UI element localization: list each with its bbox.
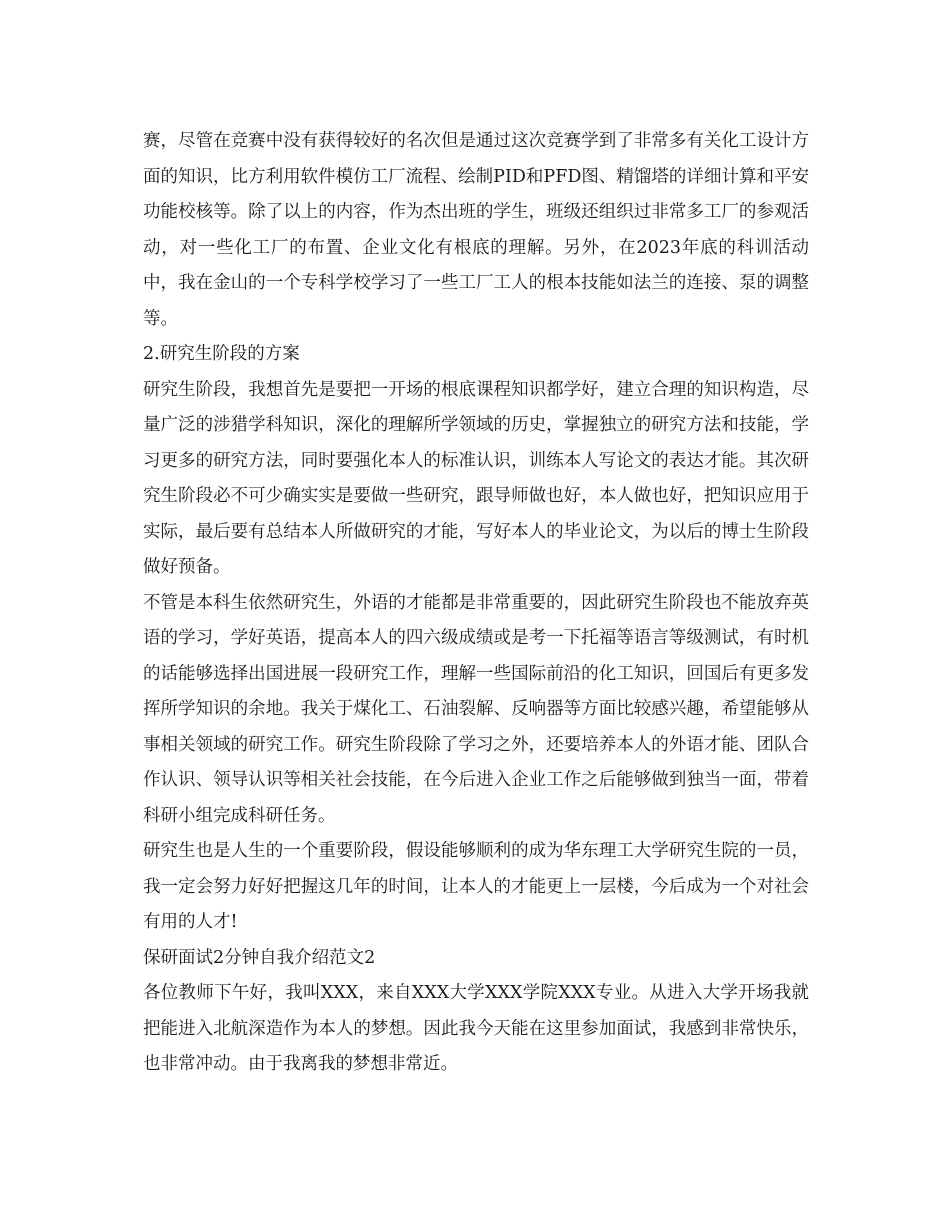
paragraph-foreign-language: 不管是本科生依然研究生，外语的才能都是非常重要的，因此研究生阶段也不能放弃英语的学习，学好英语，提高本人的四六级成绩或是考一下托福等语言等级测试，有时机的话能够选择出国进展一段研究工作，理解一些国际前沿的化工知识，回国后有更多发挥所学知识的余地。我关于煤化工、石油裂解、反响器等方面比较感兴趣，希望能够从事相关领域的研究工作。研究生阶段除了学习之外，还要培养本人的外语才能、团队合作认识、领导认识等相关社会技能，在今后进入企业工作之后能够做到独当一面，带着科研小组完成科研任务。 xyxy=(143,592,809,826)
paragraph-graduate-study-plan: 研究生阶段，我想首先是要把一开场的根底课程知识都学好，建立合理的知识构造，尽量广泛的涉猎学科知识，深化的理解所学领域的历史，掌握独立的研究方法和技能，学习更多的研究方法，同时要强化本人的标准认识，训练本人写论文的表达才能。其次研究生阶段必不可少确实实是要做一些研究，跟导师做也好，本人做也好，把知识应用于实际，最后要有总结本人所做研究的才能，写好本人的毕业论文，为以后的博士生阶段做好预备。 xyxy=(143,379,809,577)
section-heading-sample-2: 保研面试2分钟自我介绍范文2 xyxy=(143,947,376,968)
paragraph-competition-experience: 赛，尽管在竞赛中没有获得较好的名次但是通过这次竞赛学到了非常多有关化工设计方面的知识，比方利用软件模仿工厂流程、绘制PID和PFD图、精馏塔的详细计算和平安功能校核等。除了以上的内容，作为杰出班的学生，班级还组织过非常多工厂的参观活动，对一些化工厂的布置、企业文化有根底的理解。另外，在2023年底的科训活动中，我在金山的一个专科学校学习了一些工厂工人的根本技能如法兰的连接、泵的调整等。 xyxy=(143,131,809,329)
document-page xyxy=(143,124,809,1083)
paragraph-self-introduction: 各位教师下午好，我叫XXX，来自XXX大学XXX学院XXX专业。从进入大学开场我就把能进入北航深造作为本人的梦想。因此我今天能在这里参加面试，我感到非常快乐，也非常冲动。由于我离我的梦想非常近。 xyxy=(143,983,809,1074)
paragraph-conclusion: 研究生也是人生的一个重要阶段，假设能够顺利的成为华东理工大学研究生院的一员，我一定会努力好好把握这几年的时间，让本人的才能更上一层楼，今后成为一个对社会有用的人才! xyxy=(143,841,809,932)
section-heading-graduate-plan: 2.研究生阶段的方案 xyxy=(143,344,300,364)
